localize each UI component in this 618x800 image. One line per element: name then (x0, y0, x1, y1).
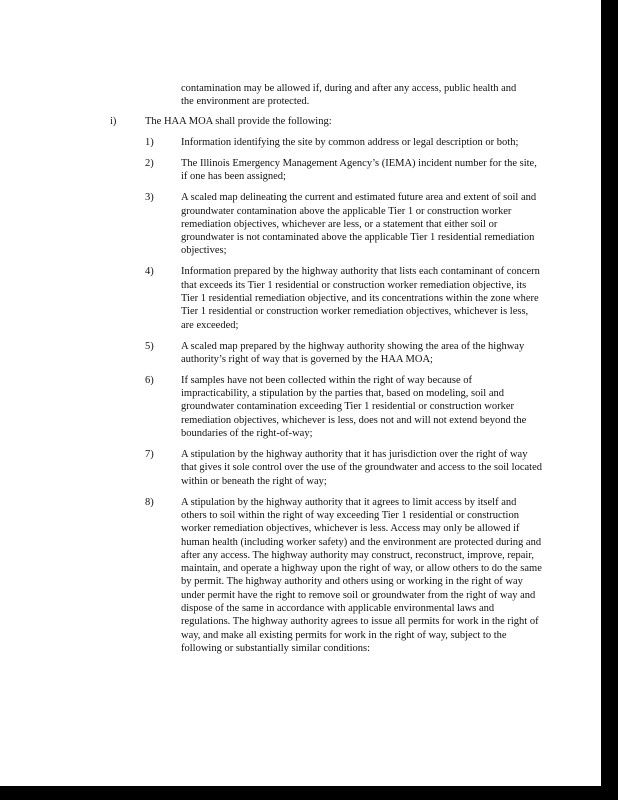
item-number: 4) (145, 266, 154, 278)
item-number: 2) (145, 157, 154, 169)
list-item (0, 157, 601, 184)
list-item (0, 448, 601, 488)
item-text: If samples have not been collected within the right of way because of impracticability, a stipulation by the parties that, based on modeling, soil and groundwater contamination exceeding Tier 1 residential or construction worker remediation objectives, whichever is less, does not and will not extend beyond the boundaries of the right-of-way; (181, 374, 527, 440)
intro-paragraph: contamination may be allowed if, during and after any access, public health and the environment are protected. (181, 83, 517, 108)
item-text: Information prepared by the highway authority that lists each contaminant of concern that exceeds its Tier 1 residential or construction worker remediation objective, its Tier 1 residential remediation objective, and its concentrations within the zone where Tier 1 residential or construction worker remediation objectives, whichever is less, are exceeded; (181, 266, 540, 331)
item-text: A scaled map prepared by the highway authority showing the area of the highway authority’s right of way that is governed by the HAA MOA; (181, 340, 525, 365)
list-item (0, 191, 601, 257)
item-number: 1) (145, 137, 154, 148)
scan-border-bottom (0, 786, 618, 800)
item-text: A scaled map delineating the current and estimated future area and extent of soil and groundwater contamination above the applicable Tier 1 or construction worker remediation objectives, whichever are less, or a statement that either soil or groundwater is not contaminated above the applicable Tier 1 residential remediation objectives; (181, 192, 537, 257)
list-item (0, 340, 601, 367)
item-number: 3) (145, 192, 154, 204)
item-number: 6) (145, 374, 154, 386)
list-item (0, 496, 601, 656)
item-number: 7) (145, 449, 154, 461)
item-number: 8) (145, 496, 154, 508)
list-item (0, 265, 601, 331)
section-label: i) (110, 116, 117, 127)
item-text: Information identifying the site by common address or legal description or both; (181, 137, 519, 148)
section-heading: The HAA MOA shall provide the following: (145, 116, 332, 127)
scan-border-right (601, 0, 618, 800)
list-item (0, 374, 601, 440)
provision-list (0, 136, 601, 663)
item-text: The Illinois Emergency Management Agency’s (IEMA) incident number for the site, if one has been assigned; (181, 157, 537, 183)
item-text: A stipulation by the highway authority that it agrees to limit access by itself and others to soil within the right of way exceeding Tier 1 residential or construction worker remediation objectives, whichever is less. Access may only be allowed if human health (including worker safety) and the environment are protected during and after any access. The highway authority may construct, reconstruct, improve, repair, maintain, and operate a highway upon the right of way, or allow others to do the same by permit. The highway authority and others using or working in the right of way under permit have the right to remove soil or groundwater from the right of way and dispose of the same in accordance with applicable environmental laws and regulations. The highway authority agrees to issue all permits for work in the right of way, and make all existing permits for work in the right of way, subject to the following or substantially similar conditions: (181, 496, 542, 654)
list-item (0, 136, 601, 149)
item-number: 5) (145, 340, 154, 352)
item-text: A stipulation by the highway authority that it has jurisdiction over the right of way that gives it sole control over the use of the groundwater and access to the soil located within or beneath the right of way; (181, 449, 542, 487)
